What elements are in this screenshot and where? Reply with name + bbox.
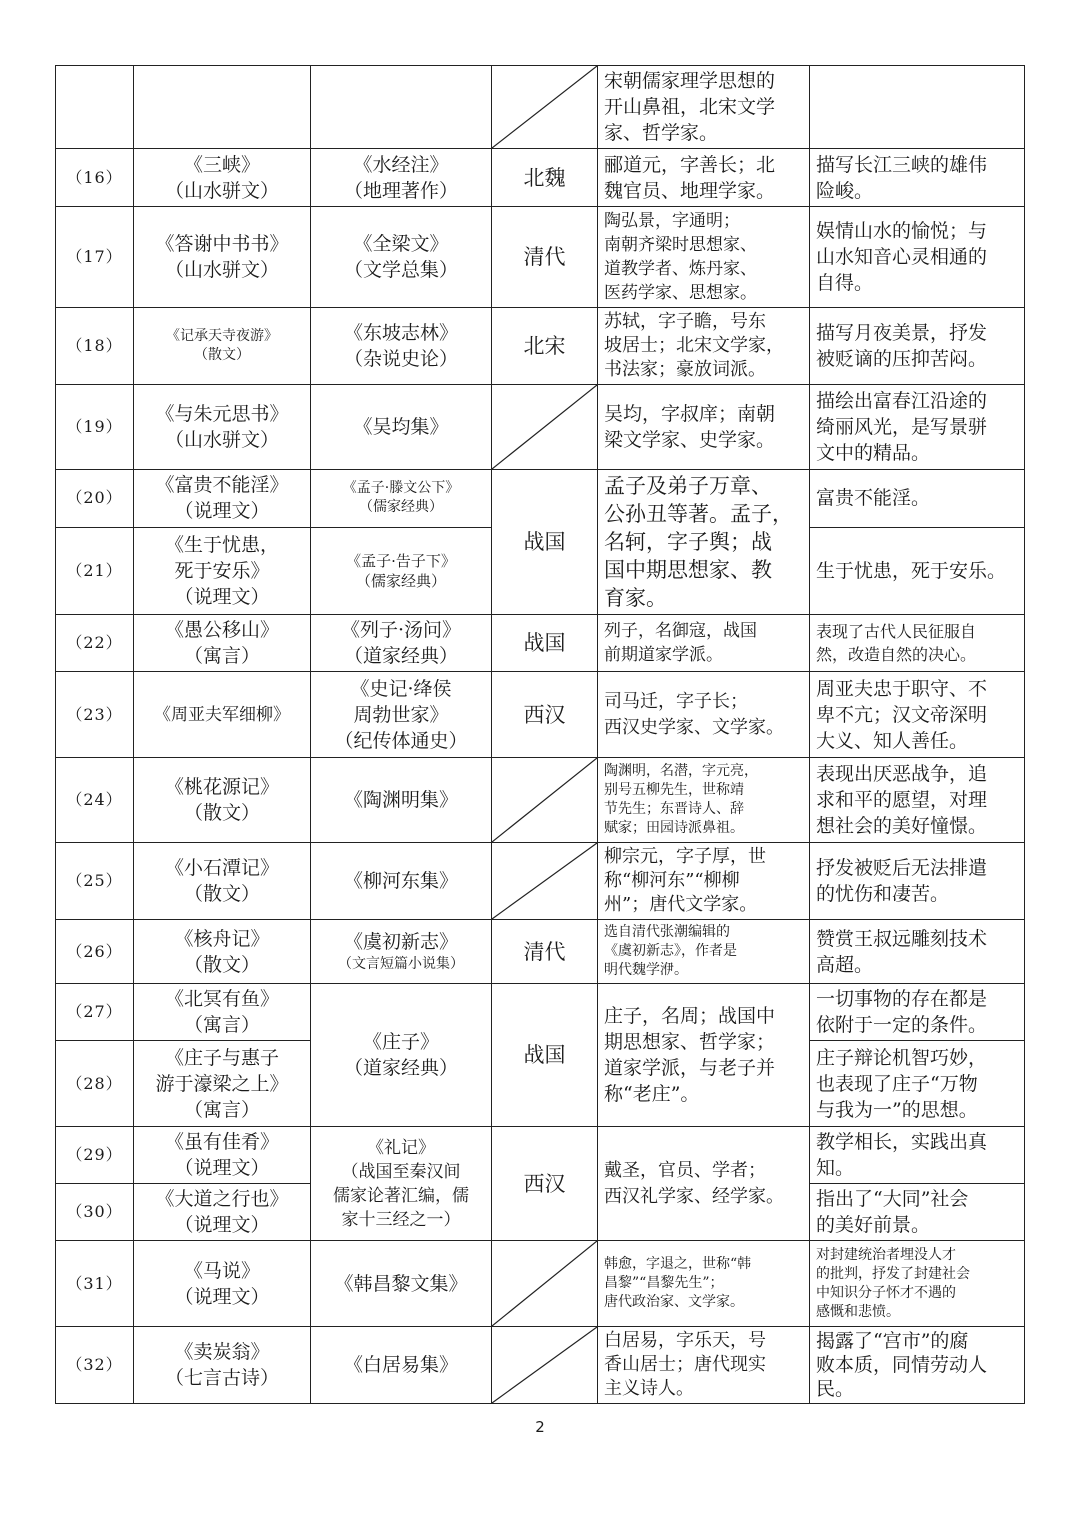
- work-title: 《富贵不能淫》 （说理文）: [134, 470, 311, 528]
- work-title: 《大道之行也》 （说理文）: [134, 1184, 311, 1241]
- theme-info: 抒发被贬后无法排遣 的忧伤和凄苦。: [810, 843, 1025, 920]
- era-empty: [492, 1241, 598, 1327]
- table-row: [56, 758, 1025, 843]
- table-row: [56, 470, 1025, 528]
- table-row: [56, 1327, 1025, 1404]
- era: 战国: [492, 615, 598, 672]
- era: 西汉: [492, 672, 598, 758]
- table-row: [56, 920, 1025, 984]
- author-info: 韩愈，字退之，世称“韩 昌黎”“昌黎先生”； 唐代政治家、文学家。: [598, 1241, 810, 1327]
- work-title: 《三峡》 （山水骈文）: [134, 149, 311, 207]
- table-row: [56, 984, 1025, 1041]
- theme-info: 揭露了“宫市”的腐 败本质，同情劳动人 民。: [810, 1327, 1025, 1404]
- source-book: 《史记·绛侯 周勃世家》 （纪传体通史）: [311, 672, 492, 758]
- author-info: 苏轼，字子瞻，号东 坡居士；北宋文学家， 书法家；豪放词派。: [598, 308, 810, 385]
- theme-info: 表现出厌恶战争，追 求和平的愿望，对理 想社会的美好憧憬。: [810, 758, 1025, 843]
- work-title: 《周亚夫军细柳》: [134, 672, 311, 758]
- table-row: [56, 207, 1025, 308]
- work-title: 《小石潭记》 （散文）: [134, 843, 311, 920]
- author-info: 选自清代张潮编辑的 《虞初新志》，作者是 明代魏学洢。: [598, 920, 810, 984]
- row-number: （16）: [56, 149, 134, 207]
- row-number: （20）: [56, 470, 134, 528]
- row-number: （31）: [56, 1241, 134, 1327]
- theme-info: 描写长江三峡的雄伟 险峻。: [810, 149, 1025, 207]
- era: 战国: [492, 470, 598, 615]
- source-book: 《柳河东集》: [311, 843, 492, 920]
- table-row: [56, 308, 1025, 385]
- source-book: 《礼记》 （战国至秦汉间 儒家论著汇编，儒 家十三经之一）: [311, 1127, 492, 1241]
- row-number: （22）: [56, 615, 134, 672]
- theme-info: 富贵不能淫。: [810, 470, 1025, 528]
- row-number: （26）: [56, 920, 134, 984]
- source-book: 《虞初新志》 （文言短篇小说集）: [311, 920, 492, 984]
- work-title: 《马说》 （说理文）: [134, 1241, 311, 1327]
- source-book: 《庄子》 （道家经典）: [311, 984, 492, 1127]
- era-empty: [492, 1327, 598, 1404]
- era-empty: [492, 66, 598, 149]
- work-title: [134, 66, 311, 149]
- row-number: （25）: [56, 843, 134, 920]
- era: 北魏: [492, 149, 598, 207]
- row-number: （27）: [56, 984, 134, 1041]
- literature-table: [55, 65, 1025, 1404]
- work-title: 《北冥有鱼》 （寓言）: [134, 984, 311, 1041]
- source-book: 《陶渊明集》: [311, 758, 492, 843]
- work-title: 《生于忧患， 死于安乐》 （说理文）: [134, 527, 311, 614]
- work-title: 《庄子与惠子 游于濠梁之上》 （寓言）: [134, 1041, 311, 1127]
- row-number: （24）: [56, 758, 134, 843]
- table-row: [56, 1241, 1025, 1327]
- work-title: 《记承天寺夜游》 （散文）: [134, 308, 311, 385]
- era-empty: [492, 385, 598, 470]
- table-row: [56, 672, 1025, 758]
- theme-info: 表现了古代人民征服自 然，改造自然的决心。: [810, 615, 1025, 672]
- theme-info: 描绘出富春江沿途的 绮丽风光，是写景骈 文中的精品。: [810, 385, 1025, 470]
- author-info: 陶弘景，字通明； 南朝齐梁时思想家、 道教学者、炼丹家、 医药学家、思想家。: [598, 207, 810, 308]
- work-title: 《卖炭翁》 （七言古诗）: [134, 1327, 311, 1404]
- source-book: 《韩昌黎文集》: [311, 1241, 492, 1327]
- author-info: 陶渊明，名潜，字元亮， 别号五柳先生，世称靖 节先生；东晋诗人、辞 赋家；田园诗派鼻祖。: [598, 758, 810, 843]
- theme-info: 对封建统治者埋没人才 的批判，抒发了封建社会 中知识分子怀才不遇的 感慨和悲愤。: [810, 1241, 1025, 1327]
- work-title: 《桃花源记》 （散文）: [134, 758, 311, 843]
- row-number: （23）: [56, 672, 134, 758]
- source-book: 《水经注》 （地理著作）: [311, 149, 492, 207]
- author-info: 宋朝儒家理学思想的 开山鼻祖，北宋文学 家、哲学家。: [598, 66, 810, 149]
- work-title: 《核舟记》 （散文）: [134, 920, 311, 984]
- author-info: 郦道元，字善长；北 魏官员、地理学家。: [598, 149, 810, 207]
- theme-info: 周亚夫忠于职守、不 卑不亢；汉文帝深明 大义、知人善任。: [810, 672, 1025, 758]
- row-number: （19）: [56, 385, 134, 470]
- author-info: 庄子，名周；战国中 期思想家、哲学家； 道家学派，与老子并 称“老庄”。: [598, 984, 810, 1127]
- era: 清代: [492, 920, 598, 984]
- table-row: [56, 385, 1025, 470]
- theme-info: [810, 66, 1025, 149]
- row-number: （28）: [56, 1041, 134, 1127]
- page-number: 2: [535, 1418, 545, 1436]
- era: 战国: [492, 984, 598, 1127]
- theme-info: 教学相长，实践出真 知。: [810, 1127, 1025, 1184]
- source-book: 《白居易集》: [311, 1327, 492, 1404]
- era: 西汉: [492, 1127, 598, 1241]
- table-row: [56, 1127, 1025, 1184]
- row-number: （29）: [56, 1127, 134, 1184]
- work-title: 《愚公移山》 （寓言）: [134, 615, 311, 672]
- work-title: 《答谢中书书》 （山水骈文）: [134, 207, 311, 308]
- table-row: [56, 615, 1025, 672]
- theme-info: 庄子辩论机智巧妙， 也表现了庄子“万物 与我为一”的思想。: [810, 1041, 1025, 1127]
- row-number: （18）: [56, 308, 134, 385]
- table-row: [56, 843, 1025, 920]
- work-title: 《与朱元思书》 （山水骈文）: [134, 385, 311, 470]
- author-info: 孟子及弟子万章、 公孙丑等著。孟子， 名轲，字子舆；战 国中期思想家、教 育家。: [598, 470, 810, 615]
- theme-info: 描写月夜美景，抒发 被贬谪的压抑苦闷。: [810, 308, 1025, 385]
- row-number: （32）: [56, 1327, 134, 1404]
- source-book: 《孟子·滕文公下》 （儒家经典）: [311, 470, 492, 528]
- author-info: 列子，名御寇，战国 前期道家学派。: [598, 615, 810, 672]
- author-info: 司马迁，字子长； 西汉史学家、文学家。: [598, 672, 810, 758]
- author-info: 吴均，字叔庠；南朝 梁文学家、史学家。: [598, 385, 810, 470]
- row-number: （21）: [56, 527, 134, 614]
- era: 清代: [492, 207, 598, 308]
- author-info: 白居易，字乐天，号 香山居士；唐代现实 主义诗人。: [598, 1327, 810, 1404]
- row-number: [56, 66, 134, 149]
- table-row: [56, 149, 1025, 207]
- row-number: （17）: [56, 207, 134, 308]
- row-number: （30）: [56, 1184, 134, 1241]
- source-book: [311, 66, 492, 149]
- source-book: 《全梁文》 （文学总集）: [311, 207, 492, 308]
- theme-info: 娱情山水的愉悦；与 山水知音心灵相通的 自得。: [810, 207, 1025, 308]
- source-book: 《列子·汤问》 （道家经典）: [311, 615, 492, 672]
- theme-info: 生于忧患，死于安乐。: [810, 527, 1025, 614]
- author-info: 戴圣，官员、学者； 西汉礼学家、经学家。: [598, 1127, 810, 1241]
- source-book: 《东坡志林》 （杂说史论）: [311, 308, 492, 385]
- author-info: 柳宗元，字子厚，世 称“柳河东”“柳柳 州”；唐代文学家。: [598, 843, 810, 920]
- era-empty: [492, 843, 598, 920]
- source-book: 《吴均集》: [311, 385, 492, 470]
- theme-info: 赞赏王叔远雕刻技术 高超。: [810, 920, 1025, 984]
- theme-info: 指出了“大同”社会 的美好前景。: [810, 1184, 1025, 1241]
- era-empty: [492, 758, 598, 843]
- table-row: [56, 66, 1025, 149]
- work-title: 《虽有佳肴》 （说理文）: [134, 1127, 311, 1184]
- era: 北宋: [492, 308, 598, 385]
- source-book: 《孟子·告子下》 （儒家经典）: [311, 527, 492, 614]
- theme-info: 一切事物的存在都是 依附于一定的条件。: [810, 984, 1025, 1041]
